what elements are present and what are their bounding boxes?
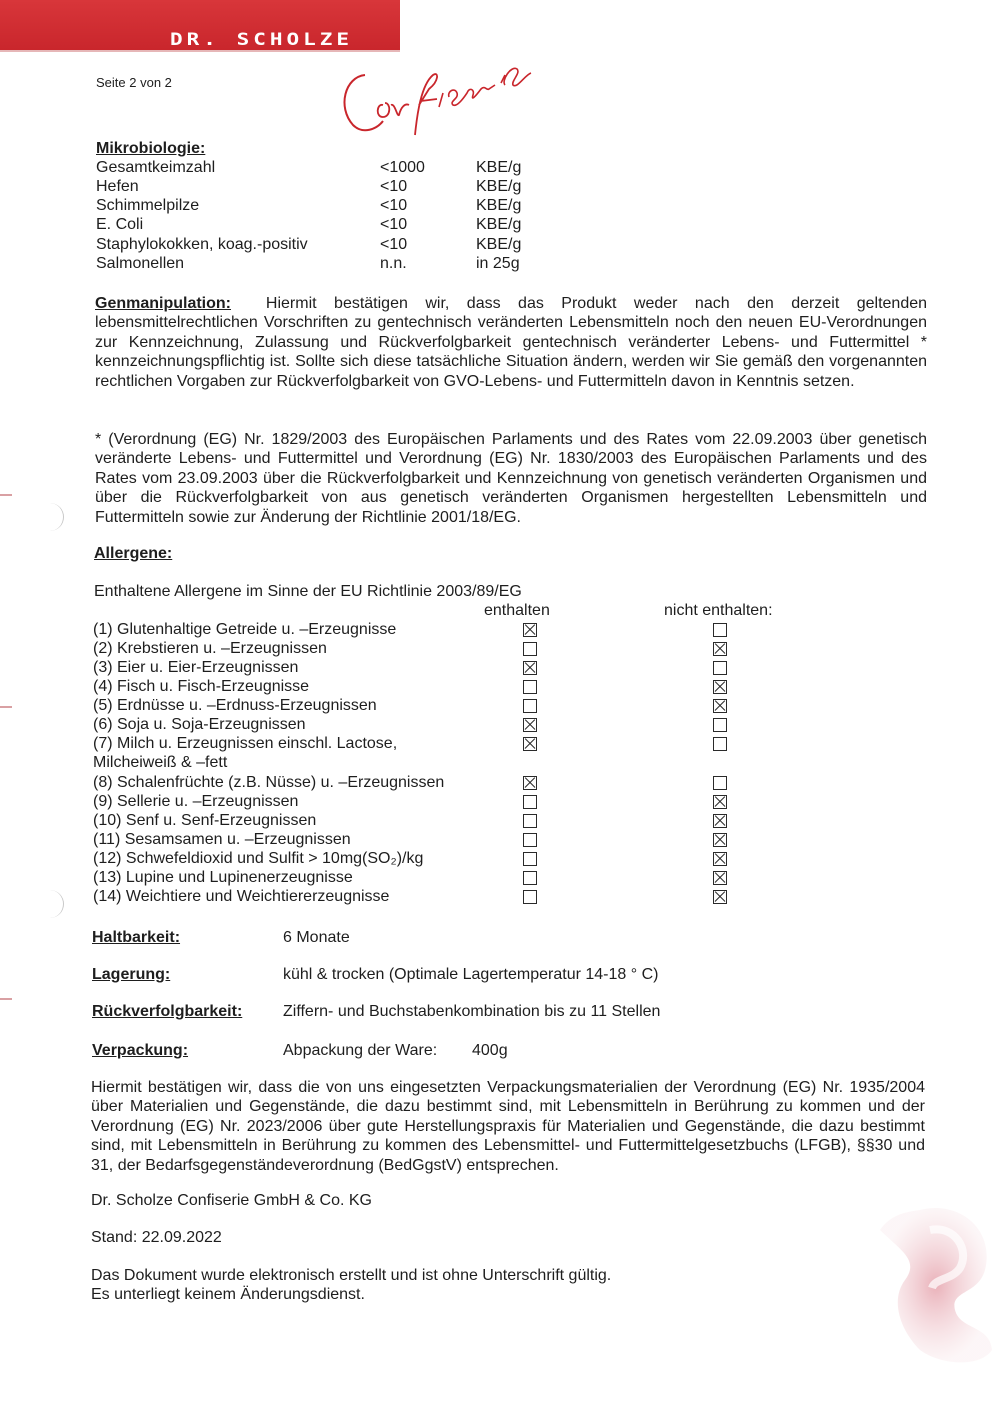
col-contained-header: enthalten — [484, 602, 550, 619]
micro-name: Schimmelpilze — [96, 197, 200, 214]
contained-checkbox[interactable] — [523, 642, 537, 656]
not-contained-checkbox[interactable] — [713, 623, 727, 637]
spec-value: Ziffern- und Buchstabenkombination bis zu 11 Stellen — [283, 1003, 661, 1020]
margin-mark — [0, 706, 12, 708]
col-not-contained-header: nicht enthalten: — [664, 602, 773, 619]
allergen-label: (12) Schwefeldioxid und Sulfit > 10mg(SO₂)/kg — [93, 850, 424, 867]
allergen-label: (2) Krebstieren u. –Erzeugnissen — [93, 640, 327, 657]
contained-checkbox[interactable] — [523, 890, 537, 904]
contained-checkbox[interactable] — [523, 795, 537, 809]
contained-checkbox[interactable] — [523, 833, 537, 847]
not-contained-checkbox[interactable] — [713, 718, 727, 732]
allergen-label: (4) Fisch u. Fisch-Erzeugnisse — [93, 678, 310, 695]
header-bar — [0, 0, 400, 50]
microbiology-heading: Mikrobiologie: — [96, 140, 206, 157]
micro-name: Salmonellen — [96, 255, 185, 272]
spec-value: kühl & trocken (Optimale Lagertemperatur 14-18 ° C) — [283, 966, 659, 983]
allergen-label: (9) Sellerie u. –Erzeugnissen — [93, 793, 299, 810]
contained-checkbox[interactable] — [523, 776, 537, 790]
micro-value: <10 — [380, 178, 408, 195]
allergen-label: (5) Erdnüsse u. –Erdnuss-Erzeugnissen — [93, 697, 377, 714]
micro-unit: in 25g — [476, 255, 520, 272]
not-contained-checkbox[interactable] — [713, 871, 727, 885]
packaging-weight: 400g — [472, 1042, 508, 1059]
micro-value: <10 — [380, 197, 408, 214]
micro-value: n.n. — [380, 255, 407, 272]
confiserie-script-logo — [325, 45, 555, 145]
micro-unit: KBE/g — [476, 159, 522, 176]
contained-checkbox[interactable] — [523, 680, 537, 694]
gmo-heading: Genmanipulation: — [95, 295, 231, 312]
micro-name: Hefen — [96, 178, 139, 195]
spec-label: Rückverfolgbarkeit: — [92, 1003, 243, 1020]
allergen-label: (7) Milch u. Erzeugnissen einschl. Lactose, — [93, 735, 398, 752]
allergen-label-cont: Milcheiweiß & –fett — [93, 754, 228, 771]
micro-value: <10 — [380, 216, 408, 233]
packaging-statement: Hiermit bestätigen wir, dass die von uns eingesetzten Verpackungsmaterialien der Verordnung (EG) Nr. 1935/2004 über Materialien und Gegenstände, die dazu bestimmt sind, mit Lebensmitteln in Berührung zu kommen und der Verordnung (EG) Nr. 2023/2006 über gute Herstellungspraxis für Materialien und Gegenstände, die dazu bestimmt sind, mit Lebensmitteln in Berührung zu kommen des Lebensmittel- und Futtermittelgesetzbuchs (LFGB), §§30 und 31, der Bedarfsgegenständeverordnung (BedGgstV) entsprechen. — [91, 1079, 925, 1174]
contained-checkbox[interactable] — [523, 623, 537, 637]
not-contained-checkbox[interactable] — [713, 680, 727, 694]
contained-checkbox[interactable] — [523, 871, 537, 885]
not-contained-checkbox[interactable] — [713, 776, 727, 790]
margin-mark — [0, 494, 12, 496]
micro-unit: KBE/g — [476, 216, 522, 233]
micro-unit: KBE/g — [476, 236, 522, 253]
contained-checkbox[interactable] — [523, 814, 537, 828]
disclaimer-line: Das Dokument wurde elektronisch erstellt und ist ohne Unterschrift gültig. — [91, 1267, 612, 1284]
micro-name: E. Coli — [96, 216, 144, 233]
contained-checkbox[interactable] — [523, 661, 537, 675]
gmo-text: Hiermit bestätigen wir, dass das Produkt weder nach den derzeit geltenden lebensmittelrechtlichen Vorschriften zu gentechnisch veränderten Lebensmitteln noch den neuen EU-Verordnungen zur Kennzeichnung, Zulassung und Rückverfolgbarkeit gentechnisch veränderter Lebens- und Futtermittel * kennzeichnungspflichtig ist. Sollte sich diese tatsächliche Situation ändern, werden wir Sie gemäß den vorgenannten rechtlichen Vorgaben zur Rückverfolgbarkeit von GVO-Lebens- und Futtermitteln davon in Kenntnis setzen. — [95, 295, 928, 390]
not-contained-checkbox[interactable] — [713, 642, 727, 656]
allergen-label: (14) Weichtiere und Weichtiererzeugnisse — [93, 888, 390, 905]
micro-unit: KBE/g — [476, 178, 522, 195]
allergen-label: (3) Eier u. Eier-Erzeugnissen — [93, 659, 299, 676]
micro-name: Staphylokokken, koag.-positiv — [96, 236, 308, 253]
spec-value: Abpackung der Ware: — [283, 1042, 438, 1059]
spec-label: Lagerung: — [92, 966, 171, 983]
allergen-label: (10) Senf u. Senf-Erzeugnissen — [93, 812, 317, 829]
allergen-label: (8) Schalenfrüchte (z.B. Nüsse) u. –Erzeugnissen — [93, 774, 445, 791]
allergens-heading: Allergene: — [94, 545, 173, 562]
company-name: Dr. Scholze Confiserie GmbH & Co. KG — [91, 1192, 372, 1209]
allergen-label: (6) Soja u. Soja-Erzeugnissen — [93, 716, 306, 733]
spec-label: Haltbarkeit: — [92, 929, 181, 946]
not-contained-checkbox[interactable] — [713, 814, 727, 828]
not-contained-checkbox[interactable] — [713, 699, 727, 713]
not-contained-checkbox[interactable] — [713, 661, 727, 675]
not-contained-checkbox[interactable] — [713, 795, 727, 809]
margin-mark — [0, 998, 12, 1000]
brand-logo: DR. SCHOLZE — [170, 30, 354, 50]
allergen-label: (13) Lupine und Lupinenerzeugnisse — [93, 869, 353, 886]
spec-value: 6 Monate — [283, 929, 350, 946]
micro-name: Gesamtkeimzahl — [96, 159, 216, 176]
pink-stamp-graphic — [860, 1190, 1000, 1370]
contained-checkbox[interactable] — [523, 852, 537, 866]
allergen-label: (11) Sesamsamen u. –Erzeugnissen — [93, 831, 351, 848]
punch-hole — [45, 503, 64, 531]
allergen-label: (1) Glutenhaltige Getreide u. –Erzeugnisse — [93, 621, 397, 638]
contained-checkbox[interactable] — [523, 699, 537, 713]
spec-label: Verpackung: — [92, 1042, 189, 1059]
contained-checkbox[interactable] — [523, 737, 537, 751]
not-contained-checkbox[interactable] — [713, 890, 727, 904]
disclaimer-line: Es unterliegt keinem Änderungsdienst. — [91, 1286, 365, 1303]
micro-value: <10 — [380, 236, 408, 253]
not-contained-checkbox[interactable] — [713, 833, 727, 847]
not-contained-checkbox[interactable] — [713, 852, 727, 866]
punch-hole — [45, 890, 64, 918]
contained-checkbox[interactable] — [523, 718, 537, 732]
date-stamp: Stand: 22.09.2022 — [91, 1229, 222, 1246]
micro-unit: KBE/g — [476, 197, 522, 214]
allergens-intro: Enthaltene Allergene im Sinne der EU Richtlinie 2003/89/EG — [94, 583, 522, 600]
not-contained-checkbox[interactable] — [713, 737, 727, 751]
gmo-paragraph — [95, 294, 927, 391]
page-info: Seite 2 von 2 — [96, 75, 172, 90]
gmo-footnote: * (Verordnung (EG) Nr. 1829/2003 des Europäischen Parlaments und des Rates vom 22.09.2003 über genetisch veränderte Lebens- und Futtermittel und Verordnung (EG) Nr. 1830/2003 des Europäischen Parlaments und des Rates vom 23.09.2003 über die Rückverfolgbarkeit und Kennzeichnung von genetisch veränderten Organismen und über die Rückverfolgbarkeit von aus genetisch veränderten Organismen hergestellten Lebensmitteln und Futtermitteln sowie zur Änderung der Richtlinie 2001/18/EG. — [95, 431, 927, 526]
micro-value: <1000 — [380, 159, 425, 176]
